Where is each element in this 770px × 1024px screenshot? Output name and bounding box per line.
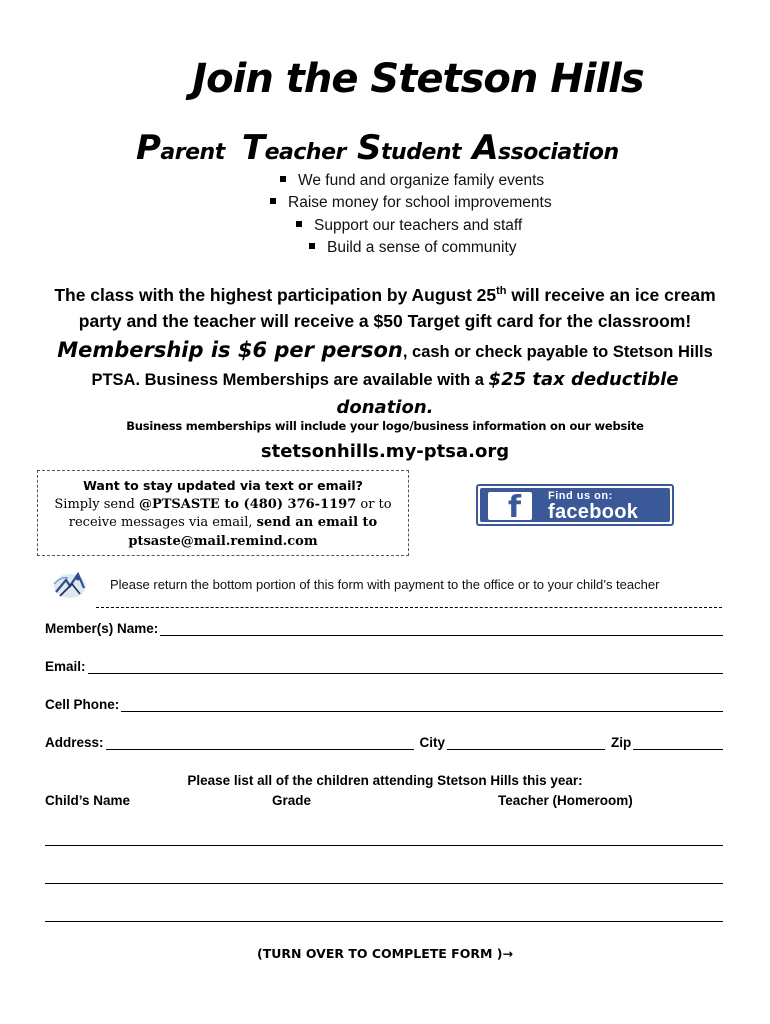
city-label: City (419, 735, 446, 750)
membership-info: Membership is $6 per person, cash or check payable to Stetson Hills PTSA. Business Memberships are available with a $25 tax deductible donation. (57, 338, 713, 418)
address-field (45, 735, 723, 750)
list-item: Build a sense of community (230, 239, 630, 261)
benefits-list (230, 172, 630, 261)
cell-phone-blank[interactable] (121, 698, 723, 712)
member-name-blank[interactable] (160, 622, 723, 636)
zip-blank[interactable] (633, 736, 723, 750)
cut-line (96, 607, 722, 608)
business-membership-note: Business memberships will include your logo/business information on our website (126, 419, 644, 433)
subtitle-word: Teacher (241, 128, 346, 168)
bullet-icon (309, 243, 315, 249)
facebook-icon: f (488, 492, 532, 520)
turn-over-note: (TURN OVER TO COMPLETE FORM )→ (257, 946, 513, 961)
organization-name (136, 128, 656, 168)
teacher-column-header: Teacher (Homeroom) (498, 793, 633, 808)
child-entry-line[interactable] (45, 921, 723, 922)
facebook-button[interactable]: f Find us on: facebook (476, 484, 674, 526)
grade-column-header: Grade (272, 793, 312, 808)
children-heading: Please list all of the children attending Stetson Hills this year: (187, 773, 583, 788)
mascot-logo-icon (50, 566, 90, 604)
participation-contest-text: The class with the highest participation by August 25th will receive an ice cream party and the teacher will receive a $50 Target gift card for the classroom! (54, 285, 716, 331)
bullet-icon (270, 198, 276, 204)
bullet-icon (296, 221, 302, 227)
cell-phone-field (45, 697, 723, 712)
list-item: Support our teachers and staff (230, 217, 630, 239)
email-field (45, 659, 723, 674)
child-entry-line[interactable] (45, 845, 723, 846)
subtitle-word: Association (472, 128, 619, 168)
bullet-icon (280, 176, 286, 182)
address-label: Address: (45, 735, 104, 750)
page-title: Join the Stetson Hills (192, 56, 644, 102)
member-name-field (45, 621, 723, 636)
email-blank[interactable] (88, 660, 723, 674)
city-blank[interactable] (447, 736, 605, 750)
membership-price: Membership is $6 per person (57, 338, 403, 362)
email-label: Email: (45, 659, 86, 674)
cell-phone-label: Cell Phone: (45, 697, 120, 712)
list-item: Raise money for school improvements (230, 194, 630, 216)
remind-heading: Want to stay updated via text or email? (83, 478, 363, 493)
subtitle-word: Student (357, 128, 462, 168)
address-blank[interactable] (106, 736, 414, 750)
subtitle-word: Parent (136, 128, 225, 168)
member-name-label: Member(s) Name: (45, 621, 159, 636)
tax-deductible-amount: $25 tax deductible (488, 369, 679, 390)
return-instructions: Please return the bottom portion of this form with payment to the office or to your child’s teacher (110, 577, 660, 592)
remind-signup-box: Want to stay updated via text or email? Simply send @PTSASTE to (480) 376-1197 or to receive messages via email, send an email to ptsaste@mail.remind.com (37, 470, 409, 556)
child-entry-line[interactable] (45, 883, 723, 884)
zip-label: Zip (611, 735, 632, 750)
child-name-column-header: Child’s Name (45, 793, 131, 808)
remind-email[interactable]: ptsaste@mail.remind.com (128, 533, 318, 549)
website-link[interactable]: stetsonhills.my-ptsa.org (260, 441, 510, 462)
list-item: We fund and organize family events (230, 172, 630, 194)
